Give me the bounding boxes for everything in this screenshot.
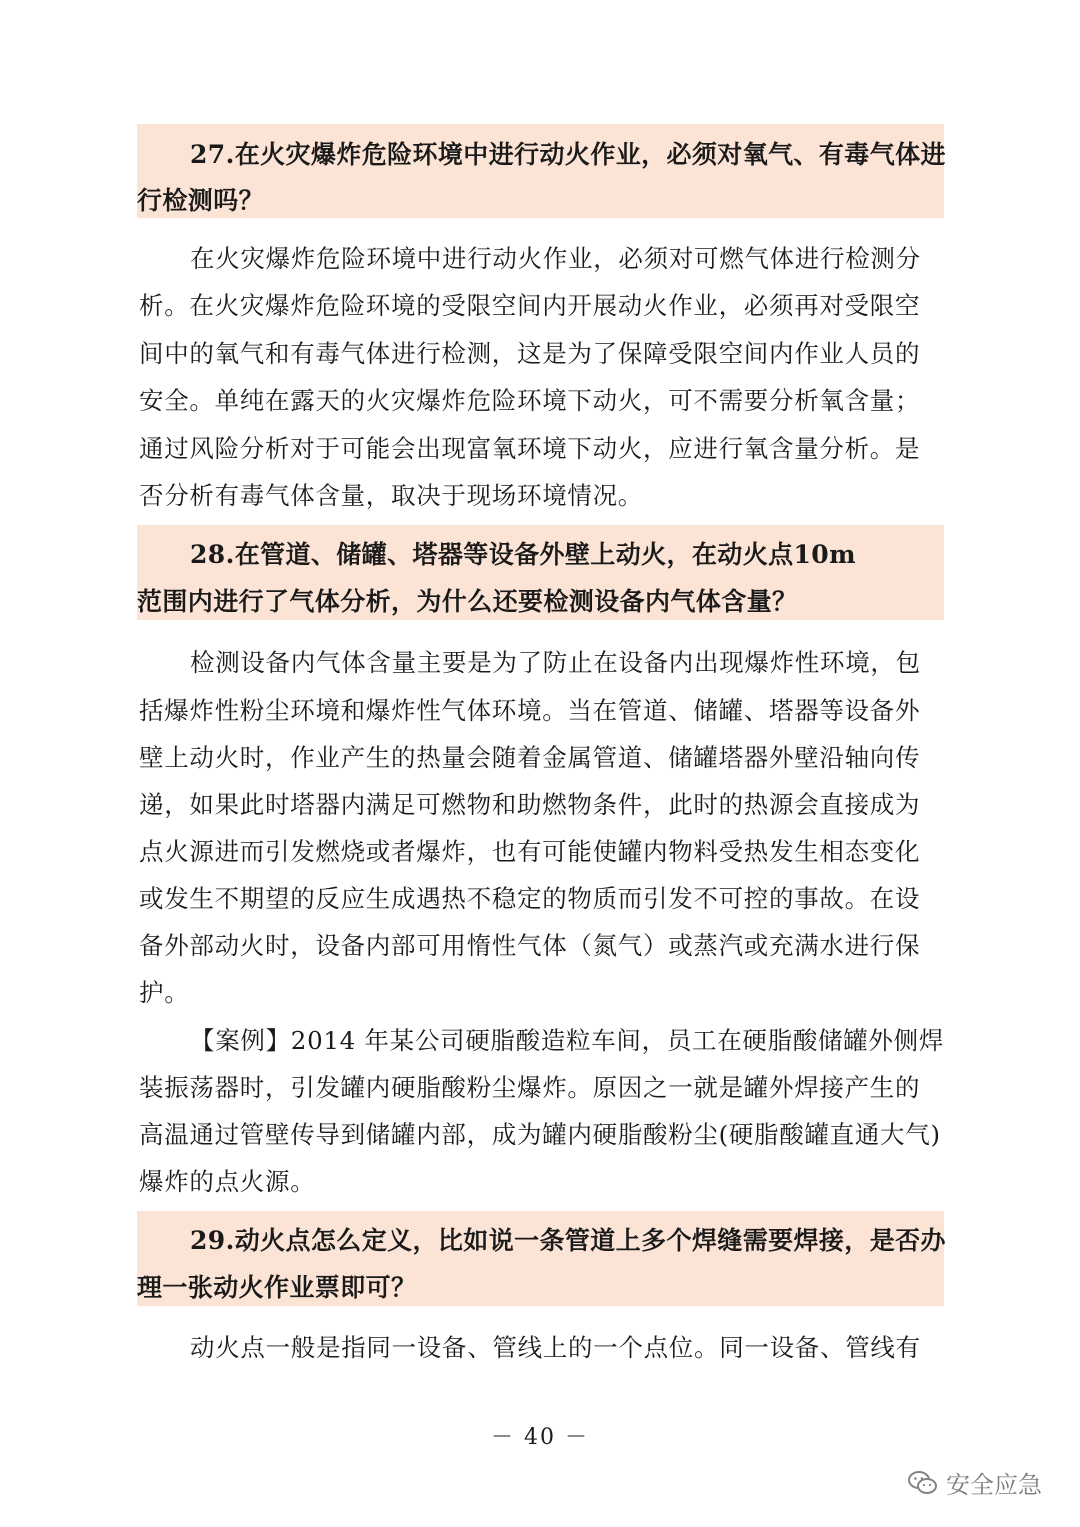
question-27-box (137, 124, 944, 218)
answer-28-line-2: 括爆炸性粉尘环境和爆炸性气体环境。当在管道、储罐、塔器等设备外 (139, 696, 921, 725)
answer-28-line-4: 递，如果此时塔器内满足可燃物和助燃物条件，此时的热源会直接成为 (139, 790, 921, 819)
answer-28-line-7: 备外部动火时，设备内部可用惰性气体（氮气）或蒸汽或充满水进行保 (139, 931, 921, 960)
answer-28-line-1: 检测设备内气体含量主要是为了防止在设备内出现爆炸性环境，包 (190, 648, 921, 677)
answer-27-line-5: 通过风险分析对于可能会出现富氧环境下动火，应进行氧含量分析。是 (139, 434, 921, 463)
answer-28-line-6: 或发生不期望的反应生成遇热不稳定的物质而引发不可控的事故。在设 (139, 884, 921, 913)
question-28-line-1: 28.在管道、储罐、塔器等设备外壁上动火，在动火点10m (190, 540, 856, 569)
case-line-4: 爆炸的点火源。 (139, 1167, 316, 1196)
answer-28-line-3: 壁上动火时，作业产生的热量会随着金属管道、储罐塔器外壁沿轴向传 (139, 743, 921, 772)
page-number: － 40 － (491, 1425, 589, 1450)
answer-28-line-8: 护。 (139, 978, 190, 1007)
watermark (908, 1465, 1042, 1500)
question-27-line-1: 27.在火灾爆炸危险环境中进行动火作业，必须对氧气、有毒气体进 (190, 140, 946, 169)
question-29-line-2: 理一张动火作业票即可？ (137, 1273, 417, 1302)
watermark-text: 安全应急 (946, 1471, 1042, 1499)
question-28-line-2: 范围内进行了气体分析，为什么还要检测设备内气体含量？ (137, 587, 798, 616)
case-line-1: 【案例】2014 年某公司硬脂酸造粒车间，员工在硬脂酸储罐外侧焊 (190, 1026, 945, 1055)
answer-27-line-6: 否分析有毒气体含量，取决于现场环境情况。 (139, 481, 643, 510)
wechat-icon (908, 1470, 938, 1496)
question-29-box (137, 1211, 944, 1306)
answer-27-line-1: 在火灾爆炸危险环境中进行动火作业，必须对可燃气体进行检测分 (190, 244, 921, 273)
question-27-line-2: 行检测吗？ (137, 186, 265, 215)
answer-28-line-5: 点火源进而引发燃烧或者爆炸，也有可能使罐内物料受热发生相态变化 (139, 837, 921, 866)
answer-29-line-1: 动火点一般是指同一设备、管线上的一个点位。同一设备、管线有 (190, 1333, 921, 1362)
case-line-2: 装振荡器时，引发罐内硬脂酸粉尘爆炸。原因之一就是罐外焊接产生的 (139, 1073, 921, 1102)
answer-27-line-4: 安全。单纯在露天的火灾爆炸危险环境下动火，可不需要分析氧含量； (139, 386, 921, 415)
answer-27-line-3: 间中的氧气和有毒气体进行检测，这是为了保障受限空间内作业人员的 (139, 339, 921, 368)
case-line-3: 高温通过管壁传导到储罐内部，成为罐内硬脂酸粉尘(硬脂酸罐直通大气) (139, 1120, 941, 1149)
question-28-box (137, 525, 944, 620)
answer-27-line-2: 析。在火灾爆炸危险环境的受限空间内开展动火作业，必须再对受限空 (139, 291, 921, 320)
question-29-line-1: 29.动火点怎么定义，比如说一条管道上多个焊缝需要焊接，是否办 (190, 1226, 946, 1255)
